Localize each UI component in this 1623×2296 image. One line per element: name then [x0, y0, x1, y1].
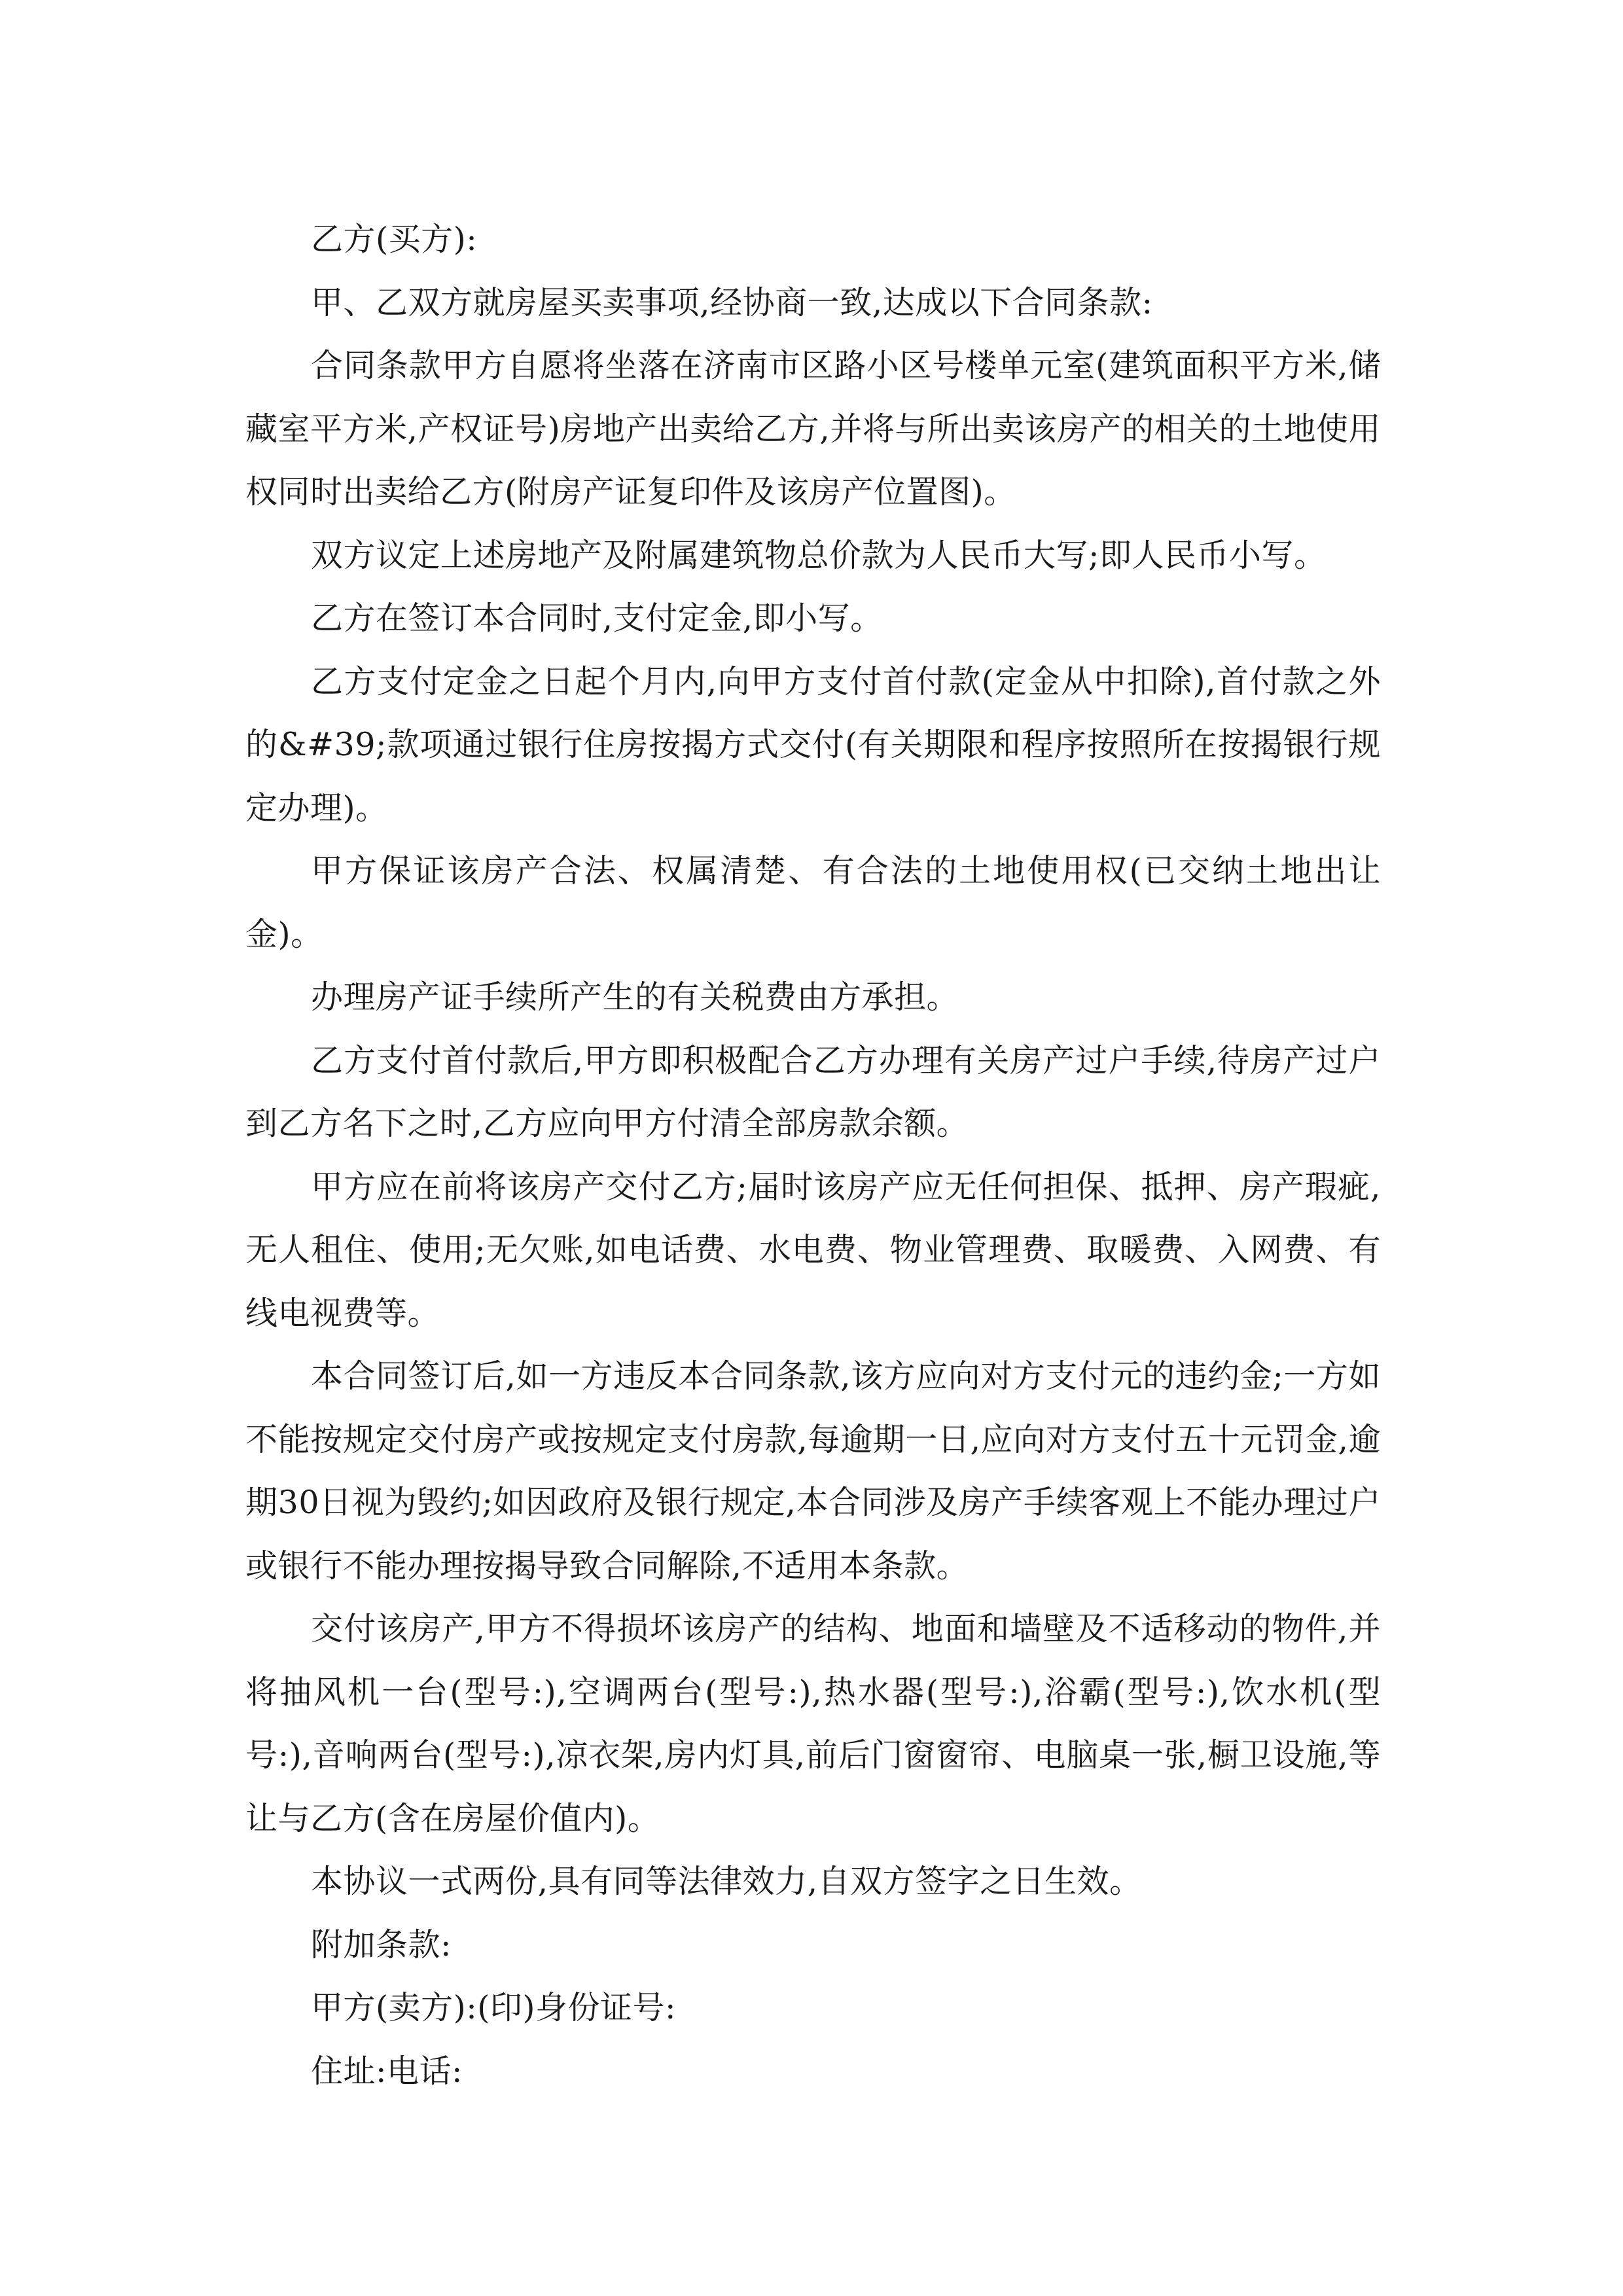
- paragraph-transfer: 乙方支付首付款后,甲方即积极配合乙方办理有关房产过户手续,待房产过户到乙方名下之时,乙方应向甲方付清全部房款余额。: [245, 1041, 1381, 1142]
- paragraph-deposit: 乙方在签订本合同时,支付定金,即小写。: [311, 600, 883, 637]
- paragraph-taxes: 办理房产证手续所产生的有关税费由方承担。: [311, 978, 959, 1016]
- paragraph-delivery: 甲方应在前将该房产交付乙方;届时该房产应无任何担保、抵押、房产瑕疵,无人租住、使用;无欠账,如电话费、水电费、物业管理费、取暖费、入网费、有线电视费等。: [245, 1168, 1381, 1332]
- paragraph-seller-guarantee: 甲方保证该房产合法、权属清楚、有合法的土地使用权(已交纳土地出让金)。: [245, 852, 1381, 953]
- paragraph-seller-signature: 甲方(卖方):(印)身份证号:: [311, 1989, 676, 2026]
- paragraph-price: 双方议定上述房地产及附属建筑物总价款为人民币大写;即人民币小写。: [311, 536, 1327, 574]
- paragraph-buyer-label: 乙方(买方):: [311, 221, 478, 258]
- paragraph-breach: 本合同签订后,如一方违反本合同条款,该方应向对方支付元的违约金;一方如不能按规定交付房产或按规定支付房款,每逾期一日,应向对方支付五十元罚金,逾期30日视为毁约;如因政府及银行规定,本合同涉及房产手续客观上不能办理过户或银行不能办理按揭导致合同解除,不适用本条款。: [245, 1357, 1381, 1585]
- paragraph-intro: 甲、乙双方就房屋买卖事项,经协商一致,达成以下合同条款:: [311, 283, 1153, 321]
- paragraph-address-phone: 住址:电话:: [311, 2052, 463, 2090]
- contract-body: [245, 208, 1381, 2103]
- paragraph-fixtures: 交付该房产,甲方不得损坏该房产的结构、地面和墙壁及不适移动的物件,并将抽风机一台(型号:),空调两台(型号:),热水器(型号:),浴霸(型号:),饮水机(型号:),音响两台(型号:),凉衣架,房内灯具,前后门窗窗帘、电脑桌一张,橱卫设施,等让与乙方(含在房屋价值内)。: [245, 1610, 1381, 1837]
- paragraph-additional-terms: 附加条款:: [311, 1926, 452, 1964]
- paragraph-down-payment: 乙方支付定金之日起个月内,向甲方支付首付款(定金从中扣除),首付款之外的&#39;款项通过银行住房按揭方式交付(有关期限和程序按照所在按揭银行规定办理)。: [245, 662, 1381, 827]
- paragraph-effect: 本协议一式两份,具有同等法律效力,自双方签字之日生效。: [311, 1863, 1142, 1900]
- paragraph-property: 合同条款甲方自愿将坐落在济南市区路小区号楼单元室(建筑面积平方米,储藏室平方米,产权证号)房地产出卖给乙方,并将与所出卖该房产的相关的土地使用权同时出卖给乙方(附房产证复印件及该房产位置图)。: [245, 347, 1381, 511]
